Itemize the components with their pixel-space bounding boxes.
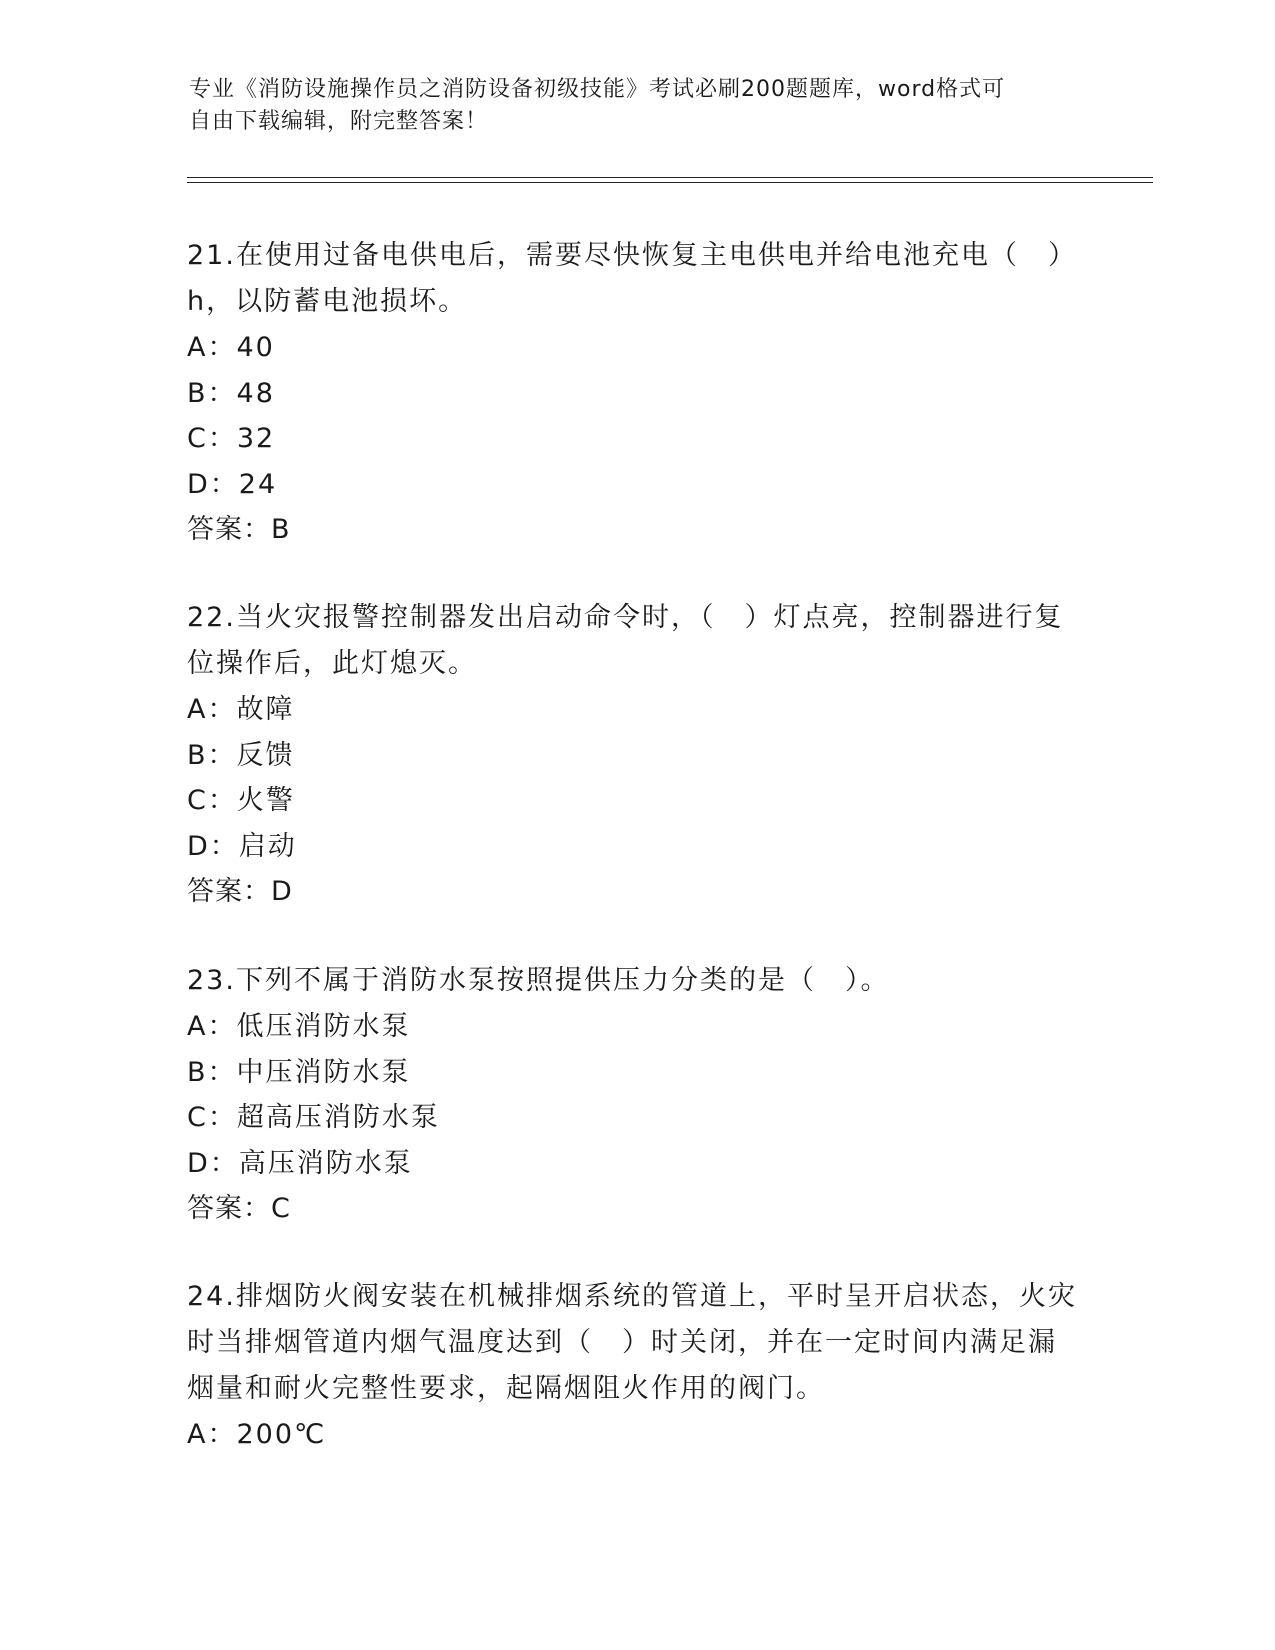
option-b: B：中压消防水泵	[187, 1056, 411, 1088]
option-b: B：反馈	[187, 739, 295, 771]
option-a: A：200℃	[187, 1419, 327, 1450]
question-text	[187, 595, 1087, 687]
question-line: 烟量和耐火完整性要求，起隔烟阻火作用的阀门。	[187, 1373, 825, 1404]
option-c: C：火警	[187, 785, 295, 816]
question-21	[187, 233, 1087, 553]
option-c: C：超高压消防水泵	[187, 1102, 440, 1133]
header-divider	[187, 182, 1153, 183]
question-line: 位操作后，此灯熄灭。	[187, 648, 477, 679]
answer: 答案：C	[187, 1193, 291, 1224]
question-line: h，以防蓄电池损坏。	[187, 286, 468, 317]
option-a: A：故障	[187, 694, 295, 725]
option-a: A：40	[187, 332, 275, 363]
option-c: C：32	[187, 423, 276, 454]
option-b: B：48	[187, 377, 275, 409]
question-line: 24.排烟防火阀安装在机械排烟系统的管道上，平时呈开启状态，火灾	[187, 1281, 1077, 1312]
option-d: D：高压消防水泵	[187, 1147, 413, 1179]
option-d: D：启动	[187, 830, 297, 862]
document-header	[189, 74, 1069, 138]
header-line: 自由下载编辑，附完整答案！	[189, 109, 489, 134]
header-line: 专业《消防设施操作员之消防设备初级技能》考试必刷200题题库，word格式可	[189, 77, 1006, 102]
question-line: 21.在使用过备电供电后，需要尽快恢复主电供电并给电池充电（ ）	[187, 240, 1077, 271]
question-23	[187, 958, 1087, 1232]
answer: 答案：D	[187, 876, 293, 907]
answer: 答案：B	[187, 514, 291, 545]
question-line: 22.当火灾报警控制器发出启动命令时，（ ）灯点亮，控制器进行复	[187, 602, 1064, 633]
option-d: D：24	[187, 468, 278, 500]
option-a: A：低压消防水泵	[187, 1011, 411, 1042]
question-text	[187, 233, 1087, 325]
question-line: 时当排烟管道内烟气温度达到（ ）时关闭，并在一定时间内满足漏	[187, 1327, 1057, 1358]
question-text	[187, 958, 1087, 1004]
question-24	[187, 1274, 1087, 1458]
header-divider	[187, 177, 1153, 178]
question-text	[187, 1274, 1087, 1412]
question-line: 23.下列不属于消防水泵按照提供压力分类的是（ ）。	[187, 965, 890, 996]
question-22	[187, 595, 1087, 915]
